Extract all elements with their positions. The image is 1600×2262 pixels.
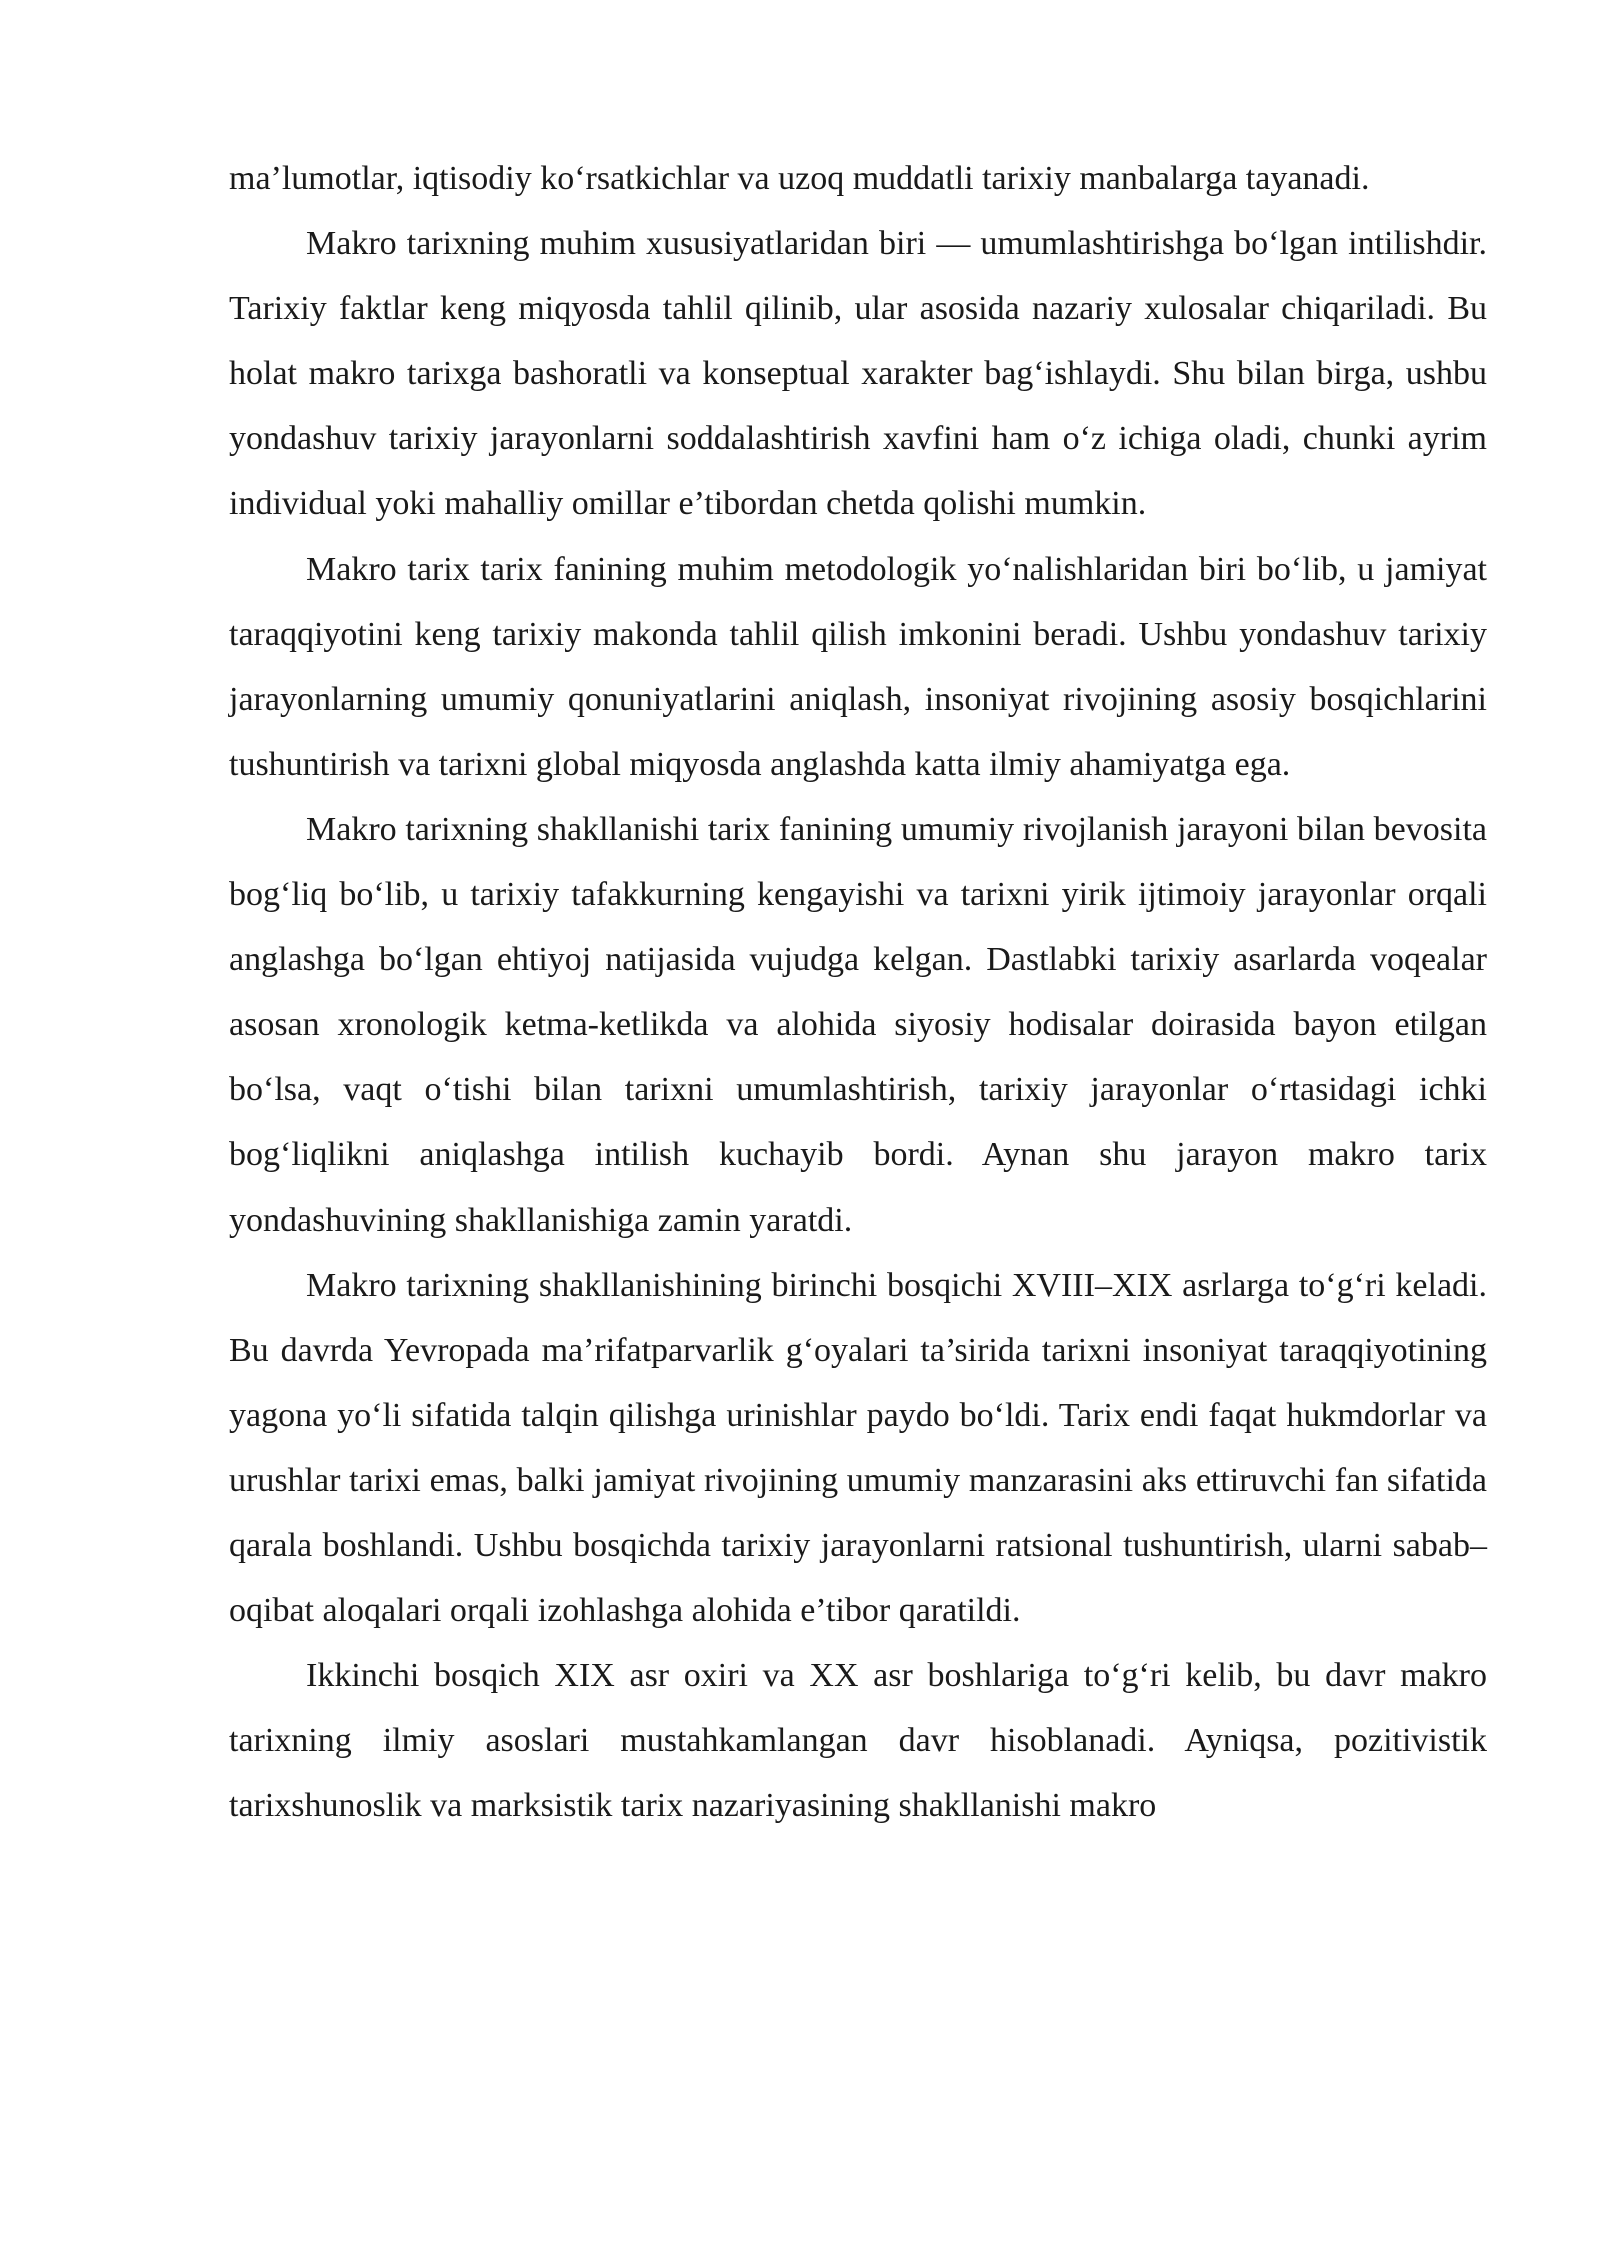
paragraph: Makro tarix tarix fanining muhim metodologik yo‘nalishlaridan biri bo‘lib, u jamiyat taraqqiyotini keng tarixiy makonda tahlil qilish imkonini beradi. Ushbu yondashuv tarixiy jarayonlarning umumiy qonuniyatlarini aniqlash, insoniyat rivojining asosiy bosqichlarini tushuntirish va tarixni global miqyosda anglashda katta ilmiy ahamiyatga ega. bbox=[229, 550, 1487, 783]
paragraph: Ikkinchi bosqich XIX asr oxiri va XX asr boshlariga to‘g‘ri kelib, bu davr makro tarixning ilmiy asoslari mustahkamlangan davr hisoblanadi. Ayniqsa, pozitivistik tarixshunoslik va marksistik tarix nazariyasining shakllanishi makro bbox=[229, 1657, 1487, 1825]
paragraph: Makro tarixning muhim xususiyatlaridan biri — umumlashtirishga bo‘lgan intilishdir. Tarixiy faktlar keng miqyosda tahlil qilinib, ular asosida nazariy xulosalar chiqariladi. Bu holat makro tarixga bashoratli va konseptual xarakter bag‘ishlaydi. Shu bilan birga, ushbu yondashuv tarixiy jarayonlarni soddalashtirish xavfini ham o‘z ichiga oladi, chunki ayrim individual yoki mahalliy omillar e’tibordan chetda qolishi mumkin. bbox=[229, 225, 1487, 523]
body-text bbox=[229, 146, 1487, 1838]
paragraph-continuation: ma’lumotlar, iqtisodiy ko‘rsatkichlar va uzoq muddatli tarixiy manbalarga tayanadi. bbox=[229, 160, 1370, 197]
paragraph: Makro tarixning shakllanishi tarix fanining umumiy rivojlanish jarayoni bilan bevosita bog‘liq bo‘lib, u tarixiy tafakkurning kengayishi va tarixni yirik ijtimoiy jarayonlar orqali anglashga bo‘lgan ehtiyoj natijasida vujudga kelgan. Dastlabki tarixiy asarlarda voqealar asosan xronologik ketma-ketlikda va alohida siyosiy hodisalar doirasida bayon etilgan bo‘lsa, vaqt o‘tishi bilan tarixni umumlashtirish, tarixiy jarayonlar o‘rtasidagi ichki bog‘liqlikni aniqlashga intilish kuchayib bordi. Aynan shu jarayon makro tarix yondashuvining shakllanishiga zamin yaratdi. bbox=[229, 810, 1487, 1239]
paragraph: Makro tarixning shakllanishining birinchi bosqichi XVIII–XIX asrlarga to‘g‘ri keladi. Bu davrda Yevropada ma’rifatparvarlik g‘oyalari ta’sirida tarixni insoniyat taraqqiyotining yagona yo‘li sifatida talqin qilishga urinishlar paydo bo‘ldi. Tarix endi faqat hukmdorlar va urushlar tarixi emas, balki jamiyat rivojining umumiy manzarasini aks ettiruvchi fan sifatida qarala boshlandi. Ushbu bosqichda tarixiy jarayonlarni ratsional tushuntirish, ularni sabab–oqibat aloqalari orqali izohlashga alohida e’tibor qaratildi. bbox=[229, 1266, 1487, 1630]
